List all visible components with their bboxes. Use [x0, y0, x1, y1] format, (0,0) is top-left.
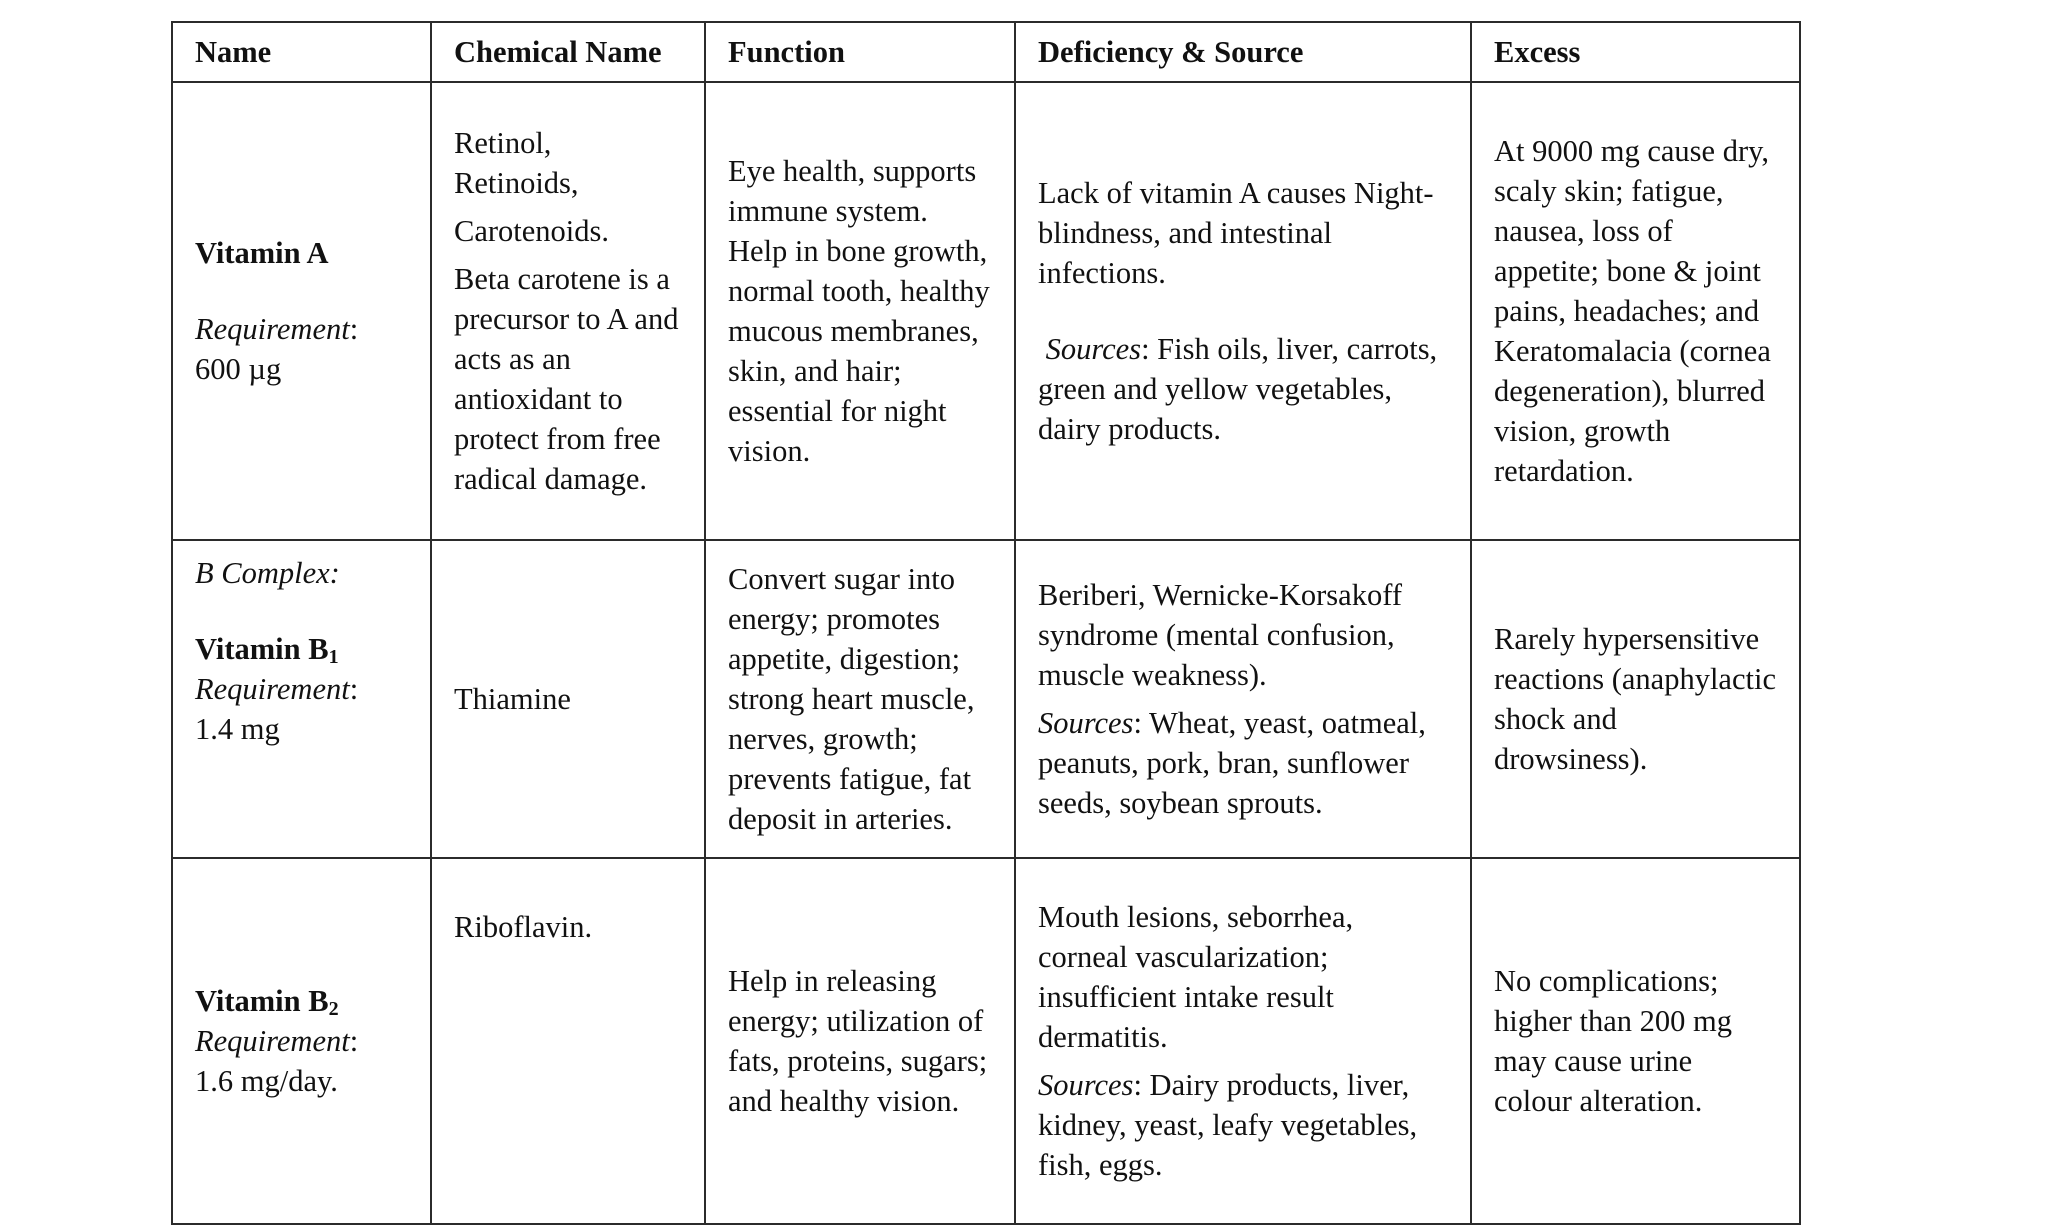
chemical-name: Carotenoids.	[454, 214, 610, 248]
vitamin-name: Vitamin A	[195, 236, 329, 270]
header-name: Name	[172, 22, 431, 82]
deficiency-source-cell	[1015, 858, 1471, 1224]
requirement-label: Requirement	[195, 312, 350, 346]
deficiency-text: Mouth lesions, seborrhea, corneal vascularization; insufficient intake result dermatitis.	[1038, 900, 1354, 1054]
header-function: Function	[705, 22, 1015, 82]
excess-cell: At 9000 mg cause dry, scaly skin; fatigue, nausea, loss of appetite; bone & joint pains, headaches; and Keratomalacia (cornea degeneration), blurred vision, growth retardation.	[1471, 82, 1800, 540]
sources-label: Sources	[1038, 1068, 1134, 1102]
name-cell	[172, 82, 431, 540]
deficiency-source-cell	[1015, 82, 1471, 540]
header-deficiency-source: Deficiency & Source	[1015, 22, 1471, 82]
requirement-value: 1.4 mg	[195, 712, 280, 746]
excess-cell: No complications; higher than 200 mg may cause urine colour alteration.	[1471, 858, 1800, 1224]
group-label: B Complex:	[195, 556, 340, 590]
sources-text: Sources: Wheat, yeast, oatmeal, peanuts, pork, bran, sunflower seeds, soybean sprouts.	[1038, 706, 1426, 820]
requirement-value: 1.6 mg/day.	[195, 1064, 338, 1098]
deficiency-text: Beriberi, Wernicke-Korsakoff syndrome (mental confusion, muscle weakness).	[1038, 578, 1402, 692]
vitamin-name: Vitamin $B_2$	[195, 984, 339, 1020]
deficiency-text: Lack of vitamin A causes Night-blindness, and intestinal infections.	[1038, 176, 1434, 290]
table-row	[172, 858, 1800, 1224]
vitamin-table	[171, 21, 1801, 1225]
name-cell	[172, 858, 431, 1224]
requirement-label: Requirement	[195, 1024, 350, 1058]
chemical-note: Beta carotene is a precursor to A and acts as an antioxidant to protect from free radical damage.	[454, 262, 679, 496]
requirement-line: Requirement:	[195, 312, 359, 346]
document-page	[171, 21, 1799, 1182]
sources-label: Sources	[1038, 706, 1134, 740]
function-cell: Help in releasing energy; utilization of fats, proteins, sugars; and healthy vision.	[705, 858, 1015, 1224]
header-row	[172, 22, 1800, 82]
sources-text: Sources: Dairy products, liver, kidney, yeast, leafy vegetables, fish, eggs.	[1038, 1068, 1418, 1182]
table-row	[172, 540, 1800, 858]
header-excess: Excess	[1471, 22, 1800, 82]
chemical-name-cell: Thiamine	[431, 540, 705, 858]
chemical-name: Retinol, Retinoids,	[454, 126, 579, 200]
deficiency-source-cell	[1015, 540, 1471, 858]
sources-label: Sources	[1045, 332, 1142, 366]
requirement-value: 600 µg	[195, 352, 282, 386]
chemical-name-cell: Riboflavin.	[431, 858, 705, 1224]
function-cell: Eye health, supports immune system. Help in bone growth, normal tooth, healthy mucous membranes, skin, and hair; essential for night vision.	[705, 82, 1015, 540]
requirement-label: Requirement	[195, 672, 350, 706]
table-row	[172, 82, 1800, 540]
sources-text: Sources: Fish oils, liver, carrots, green and yellow vegetables, dairy products.	[1038, 332, 1438, 446]
function-cell: Convert sugar into energy; promotes appetite, digestion; strong heart muscle, nerves, growth; prevents fatigue, fat deposit in arteries.	[705, 540, 1015, 858]
requirement-line: Requirement:	[195, 672, 359, 706]
excess-cell: Rarely hypersensitive reactions (anaphylactic shock and drowsiness).	[1471, 540, 1800, 858]
requirement-line: Requirement:	[195, 1024, 359, 1058]
vitamin-name: Vitamin $B_1$	[195, 632, 339, 668]
name-cell	[172, 540, 431, 858]
header-chemical-name: Chemical Name	[431, 22, 705, 82]
chemical-name-cell	[431, 82, 705, 540]
